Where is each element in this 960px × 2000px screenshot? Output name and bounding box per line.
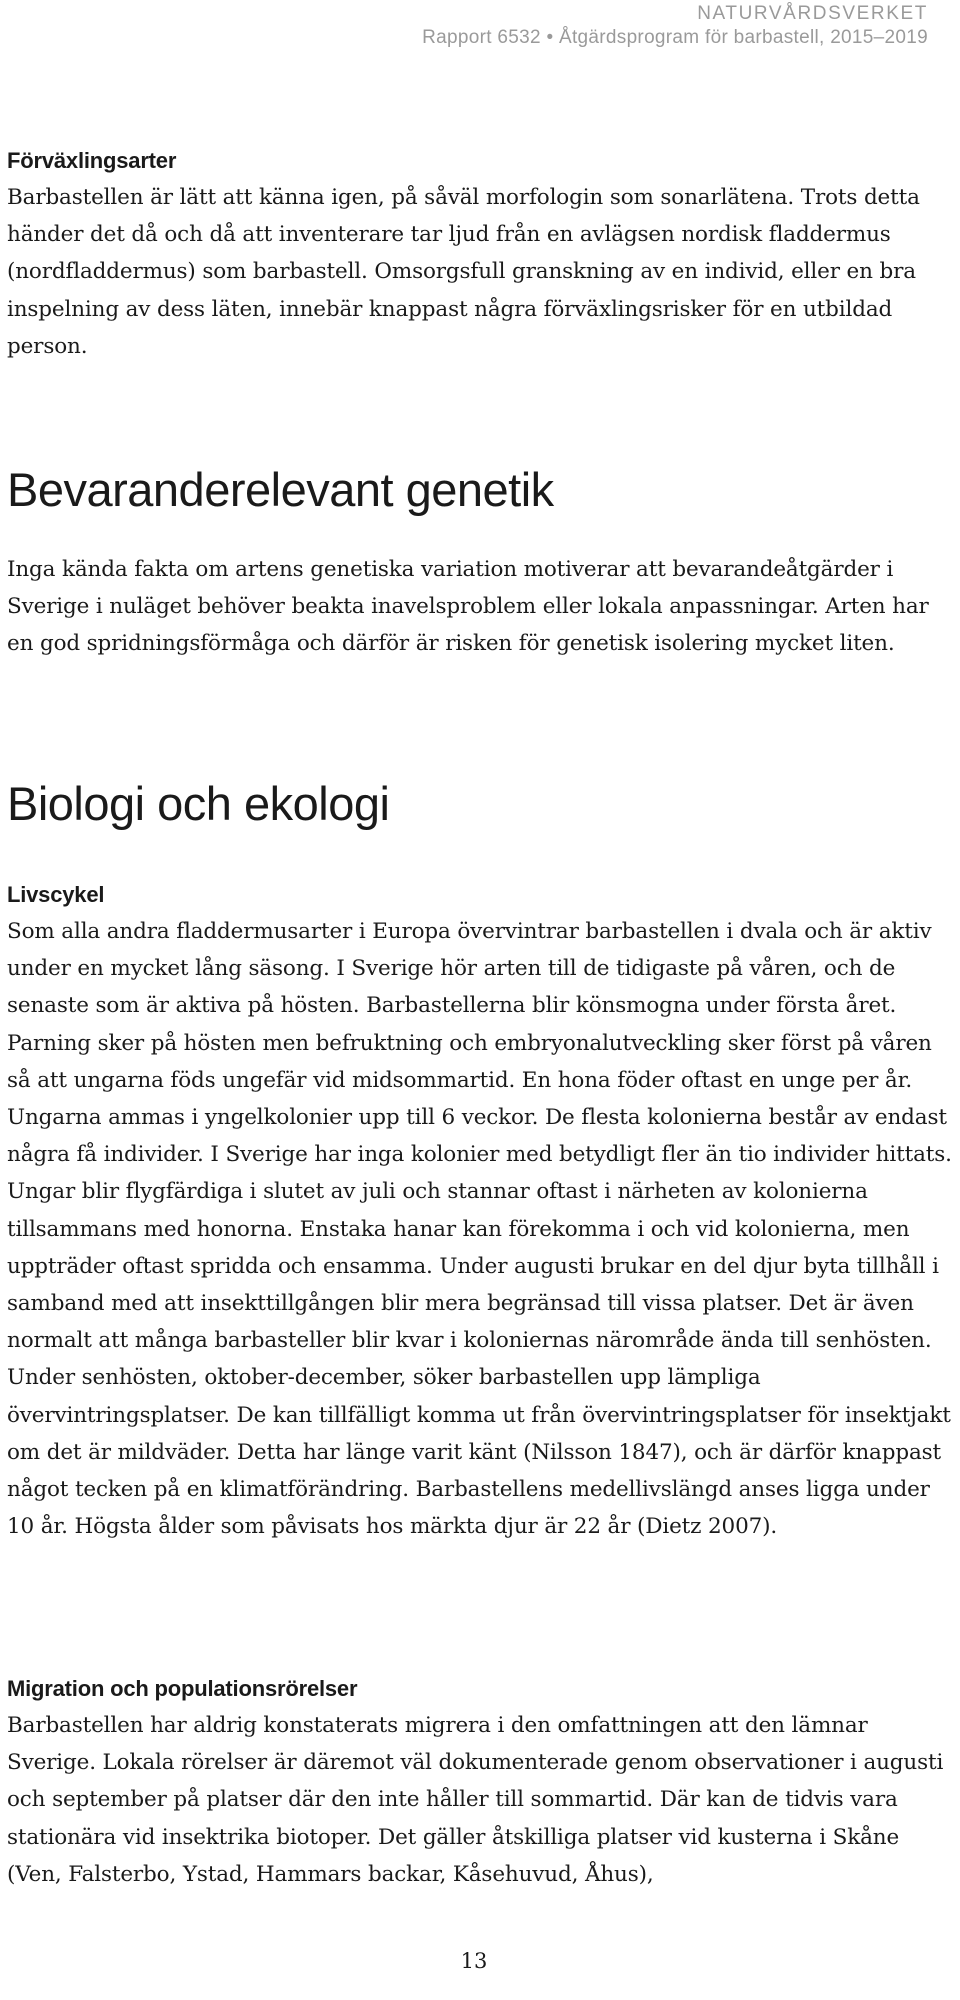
section-migration bbox=[7, 1676, 953, 1893]
publisher-name: NATURVÅRDSVERKET bbox=[697, 3, 928, 24]
paragraph-bevarandegenetik: Inga kända fakta om artens genetiska variation motiverar att bevarandeåtgärder i Sverige i nuläget behöver beakta inavelsproblem eller lokala anpassningar. Arten har en god spridningsförmåga och därför är risken för genetisk isolering mycket liten. bbox=[7, 557, 929, 657]
paragraph-livscykel: Som alla andra fladdermusarter i Europa övervintrar barbastellen i dvala och är aktiv under en mycket lång säsong. I Sverige hör arten till de tidigaste på våren, och de senaste som är aktiva på hösten. Barbastellerna blir könsmogna under första året. Parning sker på hösten men befruktning och embryonalutveckling sker först på våren så att ungarna föds ungefär vid midsommartid. En hona föder oftast en unge per år. Ungarna ammas i yngelkolonier upp till 6 veckor. De flesta kolonierna består av endast några få individer. I Sverige har inga kolonier med betydligt fler än tio individer hittats. Ungar blir flygfärdiga i slutet av juli och stannar oftast i närheten av kolonierna tillsammans med honorna. Enstaka hanar kan förekomma i och vid kolonierna, men uppträder oftast spridda och ensamma. Under augusti brukar en del djur byta tillhåll i samband med att insekttillgången blir mera begränsad till vissa platser. Det är även normalt att många barbasteller blir kvar i koloniernas närområde ända till senhösten. Under senhösten, oktober-december, söker barbastellen upp lämpliga övervintringsplatser. De kan tillfälligt komma ut från övervintringsplatser för insektjakt om det är mildväder. Detta har länge varit känt (Nilsson 1847), och är därför knappast något tecken på en klimatförändring. Barbastellens medellivslängd anses ligga under 10 år. Högsta ålder som påvisats hos märkta djur är 22 år (Dietz 2007). bbox=[7, 919, 952, 1540]
page-number: 13 bbox=[460, 1949, 488, 1973]
section-livscykel bbox=[7, 882, 953, 1545]
paragraph-forvaxlingsarter: Barbastellen är lätt att känna igen, på såväl morfologin som sonarlätena. Trots detta händer det då och då att inventerare tar ljud från en avlägsen nordisk fladdermus (nordfladdermus) som barbastell. Omsorgsfull granskning av en individ, eller en bra inspelning av dess läten, innebär knappast några förväxlingsrisker för en utbildad person. bbox=[7, 185, 920, 359]
section-bevarandegenetik bbox=[7, 551, 953, 663]
heading-biologi-ekologi: Biologi och ekologi bbox=[7, 777, 390, 830]
page-header bbox=[422, 2, 928, 50]
section-forvaxlingsarter bbox=[7, 148, 953, 365]
paragraph-migration: Barbastellen har aldrig konstaterats migrera i den omfattningen att den lämnar Sverige. Lokala rörelser är däremot väl dokumenterade genom observationer i augusti och september på platser där den inte håller till sommartid. Där kan de tidvis vara stationära vid insektrika biotoper. Det gäller åtskilliga platser vid kusterna i Skåne (Ven, Falsterbo, Ystad, Hammars backar, Kåsehuvud, Åhus), bbox=[7, 1713, 944, 1887]
heading-bevarandegenetik: Bevaranderelevant genetik bbox=[7, 463, 554, 516]
report-title: Rapport 6532 • Åtgärdsprogram för barbastell, 2015–2019 bbox=[422, 27, 928, 48]
heading-migration: Migration och populationsrörelser bbox=[7, 1676, 358, 1701]
heading-forvaxlingsarter: Förväxlingsarter bbox=[7, 148, 177, 173]
heading-livscykel: Livscykel bbox=[7, 882, 105, 907]
